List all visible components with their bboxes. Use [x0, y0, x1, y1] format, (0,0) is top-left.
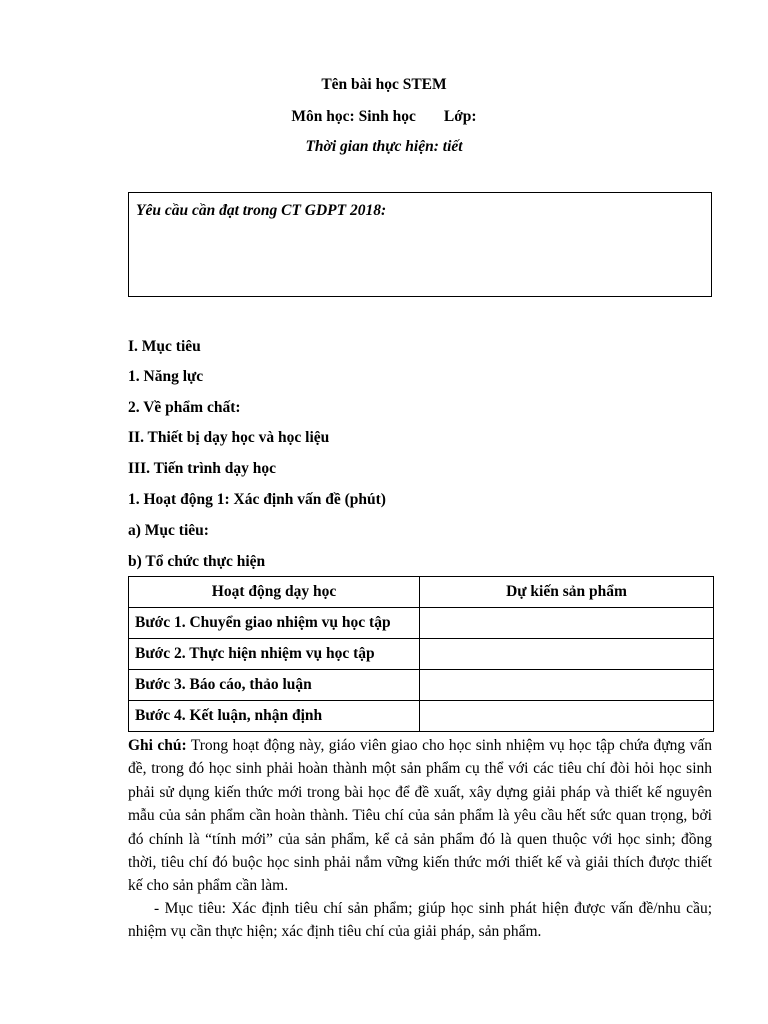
note-label: Ghi chú:: [128, 737, 187, 754]
objective-bullet: - Mục tiêu: Xác định tiêu chí sản phẩm; giúp học sinh phát hiện được vấn đề/nhu cầu; nhiệm vụ cần thực hiện; xác định tiêu chí của giải pháp, sản phẩm.: [128, 900, 712, 941]
product-cell: [420, 608, 714, 639]
subject-line: [0, 108, 768, 126]
heading-activity-1: 1. Hoạt động 1: Xác định vấn đề (phút): [128, 491, 386, 508]
subject-label: Môn học: Sinh học: [291, 108, 416, 125]
heading-competence: 1. Năng lực: [128, 368, 204, 385]
step-cell: Bước 3. Báo cáo, thảo luận: [129, 670, 420, 701]
activity-table: [128, 576, 714, 732]
lesson-title: Tên bài học STEM: [321, 76, 447, 93]
requirement-label: Yêu cầu cần đạt trong CT GDPT 2018:: [136, 202, 387, 219]
note-text: Trong hoạt động này, giáo viên giao cho học sinh nhiệm vụ học tập chứa đựng vấn đề, trong đó học sinh phải hoàn thành một sản phẩm cụ thể với các tiêu chí đòi hỏi học sinh phải sử dụng kiến thức mới trong bài học để đề xuất, xây dựng giải pháp và thiết kế nguyên mẫu của sản phẩm cần hoàn thành. Tiêu chí của sản phẩm là yêu cầu hết sức quan trọng, bởi đó chính là “tính mới” của sản phẩm, kể cả sản phẩm đó là quen thuộc với học sinh; đồng thời, tiêu chí đó buộc học sinh phải nắm vững kiến thức mới thiết kế và giải thích được thiết kế cho sản phẩm cần làm.: [128, 737, 712, 895]
note-paragraph: [128, 734, 712, 898]
heading-goal: a) Mục tiêu:: [128, 522, 209, 539]
column-header-activity: Hoạt động dạy học: [129, 577, 420, 608]
heading-organization: b) Tổ chức thực hiện: [128, 553, 266, 570]
heading-objectives: I. Mục tiêu: [128, 338, 201, 355]
product-cell: [420, 701, 714, 732]
product-cell: [420, 639, 714, 670]
table-row: [129, 670, 714, 701]
duration-line: Thời gian thực hiện: tiết: [305, 138, 463, 155]
heading-equipment: II. Thiết bị dạy học và học liệu: [128, 429, 330, 446]
column-header-product: Dự kiến sản phẩm: [420, 577, 714, 608]
product-cell: [420, 670, 714, 701]
table-row: [129, 701, 714, 732]
table-row: [129, 608, 714, 639]
step-cell: Bước 2. Thực hiện nhiệm vụ học tập: [129, 639, 420, 670]
grade-label: Lớp:: [443, 108, 477, 125]
heading-process: III. Tiến trình dạy học: [128, 460, 277, 477]
table-row: [129, 639, 714, 670]
step-cell: Bước 4. Kết luận, nhận định: [129, 701, 420, 732]
table-header-row: [129, 577, 714, 608]
requirement-box: [128, 192, 712, 297]
step-cell: Bước 1. Chuyển giao nhiệm vụ học tập: [129, 608, 420, 639]
heading-quality: 2. Về phẩm chất:: [128, 399, 241, 416]
